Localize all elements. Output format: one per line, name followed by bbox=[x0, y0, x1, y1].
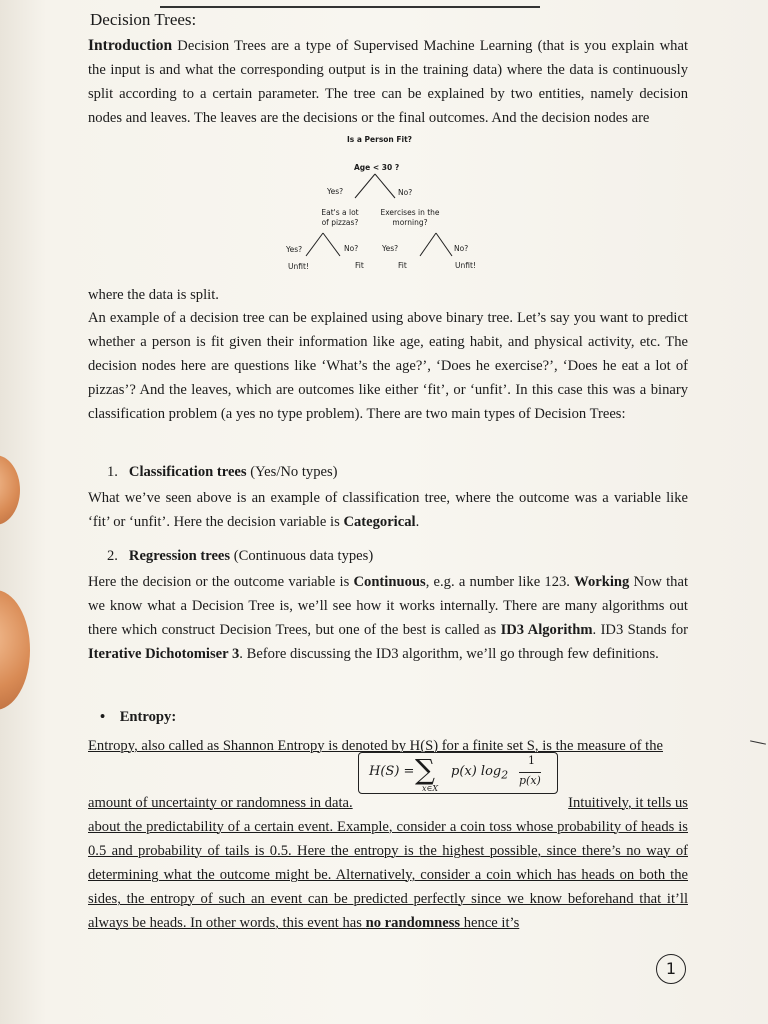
categorical-term: Categorical bbox=[343, 514, 416, 530]
finger-left-lower bbox=[0, 590, 30, 710]
sigma-subscript: x∈X bbox=[422, 784, 439, 793]
formula-term: p(x) log bbox=[451, 764, 502, 779]
tree-left-node: Eat's a lot of pizzas? bbox=[321, 208, 359, 227]
fraction-denominator: p(x) bbox=[519, 774, 541, 787]
entropy-bullet bbox=[100, 709, 176, 726]
tree-ll-edge: Yes? bbox=[286, 245, 303, 254]
tree-rl-edge: Yes? bbox=[382, 244, 399, 253]
bullet-dot: • bbox=[100, 709, 106, 725]
finger-left-upper bbox=[0, 455, 20, 525]
entropy-paragraph bbox=[88, 815, 688, 935]
tree-root-yes: Yes? bbox=[327, 187, 344, 196]
tree-title: Is a Person Fit? bbox=[347, 135, 413, 144]
tree-leaf-3: Fit bbox=[398, 261, 407, 270]
classification-paragraph bbox=[88, 486, 688, 534]
regression-text-1: Here the decision or the outcome variable is bbox=[88, 574, 354, 590]
sigma-symbol: ∑ bbox=[415, 753, 435, 786]
tree-root: Age < 30 ? bbox=[354, 163, 400, 172]
regression-number: 2. bbox=[107, 548, 118, 564]
tree-right-node: Exercises in the morning? bbox=[380, 208, 440, 227]
regression-text-4: . ID3 Stands for bbox=[592, 622, 688, 638]
regression-heading: Regression trees bbox=[128, 548, 231, 564]
working-heading: Working bbox=[574, 574, 630, 590]
intuitively-text: Intuitively, it tells us bbox=[568, 795, 688, 811]
log-base: 2 bbox=[501, 768, 509, 782]
page-number: 1 bbox=[656, 954, 686, 984]
classification-suffix: (Yes/No types) bbox=[246, 464, 338, 480]
fraction-numerator: 1 bbox=[528, 754, 535, 767]
classification-text: What we’ve seen above is an example of classification tree, where the outcome was a variable like ‘fit’ or ‘unfit’. Here the decision variable is bbox=[88, 490, 688, 530]
regression-text-2: , e.g. a number like 123. bbox=[425, 574, 575, 590]
regression-text-3: Now that we know what a Decision Tree is, we’ll see how it works internally. There are many algorithms out there which construct Decision Trees, but one of the best is called as bbox=[88, 574, 688, 638]
formula-body bbox=[451, 764, 508, 782]
regression-suffix: (Continuous data types) bbox=[230, 548, 374, 564]
formula-lhs: H(S) = bbox=[369, 764, 415, 779]
classification-end: . bbox=[415, 514, 420, 530]
classification-item bbox=[107, 464, 338, 481]
decision-tree-diagram bbox=[270, 130, 500, 280]
classification-number: 1. bbox=[107, 464, 118, 480]
id3-term: ID3 Algorithm bbox=[500, 622, 593, 638]
intro-paragraph bbox=[88, 34, 688, 130]
entropy-heading: Entropy: bbox=[119, 709, 177, 725]
continuous-term: Continuous bbox=[353, 574, 426, 590]
page-title: Decision Trees: bbox=[90, 10, 197, 29]
split-line: where the data is split. bbox=[88, 287, 219, 303]
tree-leaf-4: Unfit! bbox=[455, 261, 476, 270]
uncertainty-text: amount of uncertainty or randomness in data. bbox=[88, 795, 353, 811]
entropy-end: hence it’s bbox=[460, 915, 520, 931]
iterative-dichotomiser-term: Iterative Dichotomiser 3 bbox=[88, 646, 240, 662]
entropy-definition: Entropy, also called as Shannon Entropy is denoted by H(S) for a finite set S, is the measure of the bbox=[88, 738, 663, 754]
tree-root-no: No? bbox=[398, 188, 413, 197]
top-rule bbox=[160, 6, 540, 8]
tree-lines bbox=[270, 130, 500, 280]
classification-heading: Classification trees bbox=[128, 464, 247, 480]
regression-item bbox=[107, 548, 373, 565]
no-randomness-term: no randomness bbox=[365, 915, 461, 931]
pen-mark bbox=[750, 740, 766, 744]
tree-leaf-2: Fit bbox=[355, 261, 364, 270]
tree-leaf-1: Unfit! bbox=[288, 262, 309, 271]
entropy-text: about the predictability of a certain event. Example, consider a coin toss whose probability of heads is 0.5 and probability of tails is 0.5. Here the entropy is the highest possible, since there’s no way of determining what the outcome might be. Alternatively, consider a coin which has heads on both the sides, the entropy of such an event can be predicted perfectly since we know beforehand that it’ll always be heads. In other words, this event has bbox=[88, 819, 688, 931]
tree-rr-edge: No? bbox=[454, 244, 469, 253]
regression-paragraph bbox=[88, 570, 688, 666]
intro-text: Decision Trees are a type of Supervised Machine Learning (that is you explain what the input is and what the corresponding output is in the training data) where the data is continuously split according to a certain parameter. The tree can be explained by two entities, namely decision nodes and leaves. The leaves are the decisions or the final outcomes. And the decision nodes are bbox=[88, 38, 688, 126]
tree-lr-edge: No? bbox=[344, 244, 359, 253]
entropy-formula bbox=[358, 752, 558, 794]
regression-text-5: . Before discussing the ID3 algorithm, we’ll go through few definitions. bbox=[239, 646, 659, 662]
example-paragraph: An example of a decision tree can be explained using above binary tree. Let’s say you want to predict whether a person is fit given their information like age, eating habit, and physical activity, etc. The decision nodes here are questions like ‘What’s the age?’, ‘Does he exercise?’, ‘Does he eat a lot of pizzas’? And the leaves, which are outcomes like either ‘fit’, or ‘unfit’. In this case this was a binary classification problem (a yes no type problem). There are two main types of Decision Trees: bbox=[88, 310, 688, 422]
entropy-line-2 bbox=[88, 791, 688, 815]
intro-heading: Introduction bbox=[88, 37, 173, 54]
